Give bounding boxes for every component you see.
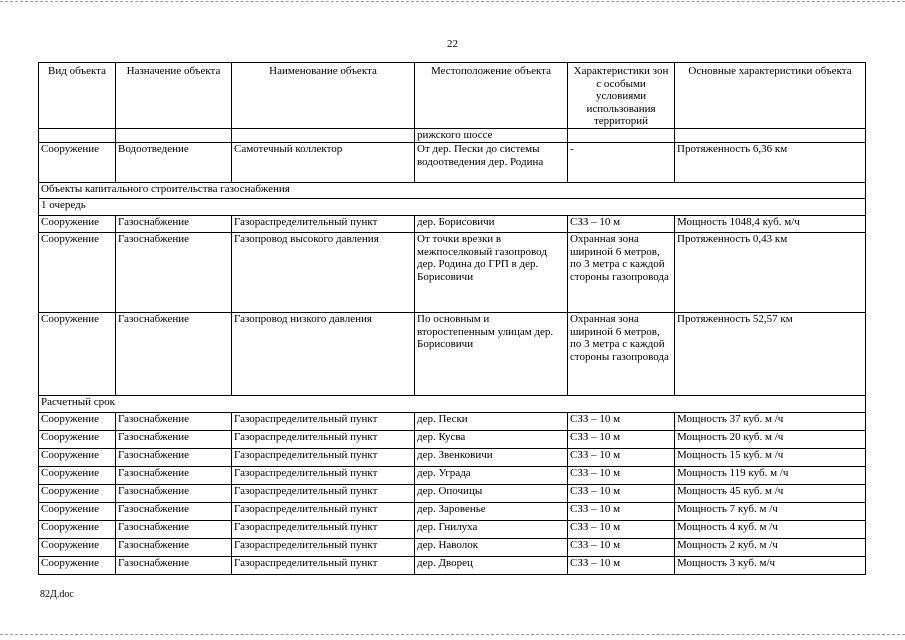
cell-characteristics: Мощность 2 куб. м /ч [675,538,866,556]
cell-characteristics: Мощность 15 куб. м /ч [675,448,866,466]
cell-zones: СЗЗ – 10 м [568,466,675,484]
cell-name: Газораспределительный пункт [232,502,415,520]
cell-object-type: Сооружение [39,430,116,448]
cell-object-type: Сооружение [39,448,116,466]
cell-object-type: Сооружение [39,484,116,502]
cell-purpose: Газоснабжение [116,430,232,448]
page-number: 22 [447,38,458,50]
table-row [39,556,866,574]
cell-characteristics: Протяженность 6,36 км [675,142,866,182]
table-row [39,142,866,182]
cell-name: Газораспределительный пункт [232,556,415,574]
cell-location: дер. Борисовичи [415,215,568,232]
cell-characteristics: Мощность 119 куб. м /ч [675,466,866,484]
cell-name: Газораспределительный пункт [232,484,415,502]
cell-object-type: Сооружение [39,466,116,484]
page-top-edge [0,1,905,2]
table-row [39,312,866,395]
table-row [39,466,866,484]
cell-purpose: Газоснабжение [116,448,232,466]
cell-location: дер. Дворец [415,556,568,574]
cell-location: По основным и второстепенным улицам дер. Борисовичи [415,312,568,395]
subsection-first-stage-label: 1 очередь [39,198,866,215]
cell-location: дер. Кусва [415,430,568,448]
header-name: Наименование объекта [232,63,415,129]
cell-name: Газораспределительный пункт [232,412,415,430]
header-object-type: Вид объекта [39,63,116,129]
cell-location: От дер. Пески до системы водоотведения дер. Родина [415,142,568,182]
cell-characteristics: Мощность 45 куб. м /ч [675,484,866,502]
cell-location: дер. Звенковичи [415,448,568,466]
cell-object-type: Сооружение [39,232,116,312]
cell-characteristics: Мощность 1048,4 куб. м/ч [675,215,866,232]
table-header-row [39,63,866,129]
header-zones: Характеристики зон с особыми условиями использования территорий [568,63,675,129]
cell-characteristics: Мощность 20 куб. м /ч [675,430,866,448]
cell-location: дер. Заровенье [415,502,568,520]
cell-object-type: Сооружение [39,502,116,520]
cell-purpose: Водоотведение [116,142,232,182]
cell-characteristics: Протяженность 0,43 км [675,232,866,312]
table-row [39,484,866,502]
subsection-calc-period-label: Расчетный срок [39,395,866,412]
cell-purpose [116,128,232,142]
cell-name: Газопровод высокого давления [232,232,415,312]
header-characteristics: Основные характеристики объекта [675,63,866,129]
cell-zones: СЗЗ – 10 м [568,412,675,430]
cell-name: Газораспределительный пункт [232,430,415,448]
cell-purpose: Газоснабжение [116,232,232,312]
cell-location: рижского шоссе [415,128,568,142]
cell-zones: СЗЗ – 10 м [568,538,675,556]
cell-purpose: Газоснабжение [116,215,232,232]
subsection-calc-period [39,395,866,412]
cell-purpose: Газоснабжение [116,502,232,520]
cell-zones [568,128,675,142]
objects-table [38,62,866,575]
section-heading-gas [39,182,866,198]
section-heading-gas-label: Объекты капитального строительства газоснабжения [39,182,866,198]
cell-name: Газораспределительный пункт [232,520,415,538]
cell-object-type [39,128,116,142]
cell-object-type: Сооружение [39,538,116,556]
cell-characteristics: Мощность 4 куб. м /ч [675,520,866,538]
cell-location: дер. Опочицы [415,484,568,502]
cell-purpose: Газоснабжение [116,538,232,556]
cell-name: Газопровод низкого давления [232,312,415,395]
cell-zones: СЗЗ – 10 м [568,215,675,232]
cell-purpose: Газоснабжение [116,556,232,574]
cell-zones: СЗЗ – 10 м [568,502,675,520]
footer-filename: 82Д.doc [40,589,74,600]
cell-name: Самотечный коллектор [232,142,415,182]
cell-location: дер. Наволок [415,538,568,556]
cell-location: От точки врезки в межпоселковый газопровод дер. Родина до ГРП в дер. Борисовичи [415,232,568,312]
table-row [39,215,866,232]
table-row [39,448,866,466]
page-bottom-edge [0,634,905,635]
header-location: Местоположение объекта [415,63,568,129]
cell-name [232,128,415,142]
cell-purpose: Газоснабжение [116,312,232,395]
table-row [39,412,866,430]
cell-location: дер. Гнилуха [415,520,568,538]
cell-characteristics [675,128,866,142]
cell-zones: СЗЗ – 10 м [568,430,675,448]
table-row [39,502,866,520]
cell-name: Газораспределительный пункт [232,448,415,466]
cell-purpose: Газоснабжение [116,412,232,430]
cell-purpose: Газоснабжение [116,484,232,502]
cell-name: Газораспределительный пункт [232,538,415,556]
cell-object-type: Сооружение [39,412,116,430]
cell-object-type: Сооружение [39,312,116,395]
cell-zones: СЗЗ – 10 м [568,448,675,466]
cell-object-type: Сооружение [39,142,116,182]
table-row [39,232,866,312]
table-row [39,520,866,538]
cell-object-type: Сооружение [39,215,116,232]
header-purpose: Назначение объекта [116,63,232,129]
table-row [39,430,866,448]
cell-zones: Охранная зона шириной 6 метров, по 3 метра с каждой стороны газопровода [568,312,675,395]
cell-zones: - [568,142,675,182]
table-row [39,538,866,556]
cell-characteristics: Мощность 7 куб. м /ч [675,502,866,520]
cell-object-type: Сооружение [39,520,116,538]
cell-purpose: Газоснабжение [116,520,232,538]
cell-characteristics: Мощность 37 куб. м /ч [675,412,866,430]
cell-location: дер. Пески [415,412,568,430]
cell-zones: СЗЗ – 10 м [568,556,675,574]
cell-object-type: Сооружение [39,556,116,574]
cell-location: дер. Уграда [415,466,568,484]
cell-zones: Охранная зона шириной 6 метров, по 3 метра с каждой стороны газопровода [568,232,675,312]
table-row [39,128,866,142]
objects-table-body [39,63,866,575]
subsection-first-stage [39,198,866,215]
cell-name: Газораспределительный пункт [232,466,415,484]
cell-zones: СЗЗ – 10 м [568,484,675,502]
cell-purpose: Газоснабжение [116,466,232,484]
cell-characteristics: Мощность 3 куб. м/ч [675,556,866,574]
cell-name: Газораспределительный пункт [232,215,415,232]
cell-characteristics: Протяженность 52,57 км [675,312,866,395]
cell-zones: СЗЗ – 10 м [568,520,675,538]
